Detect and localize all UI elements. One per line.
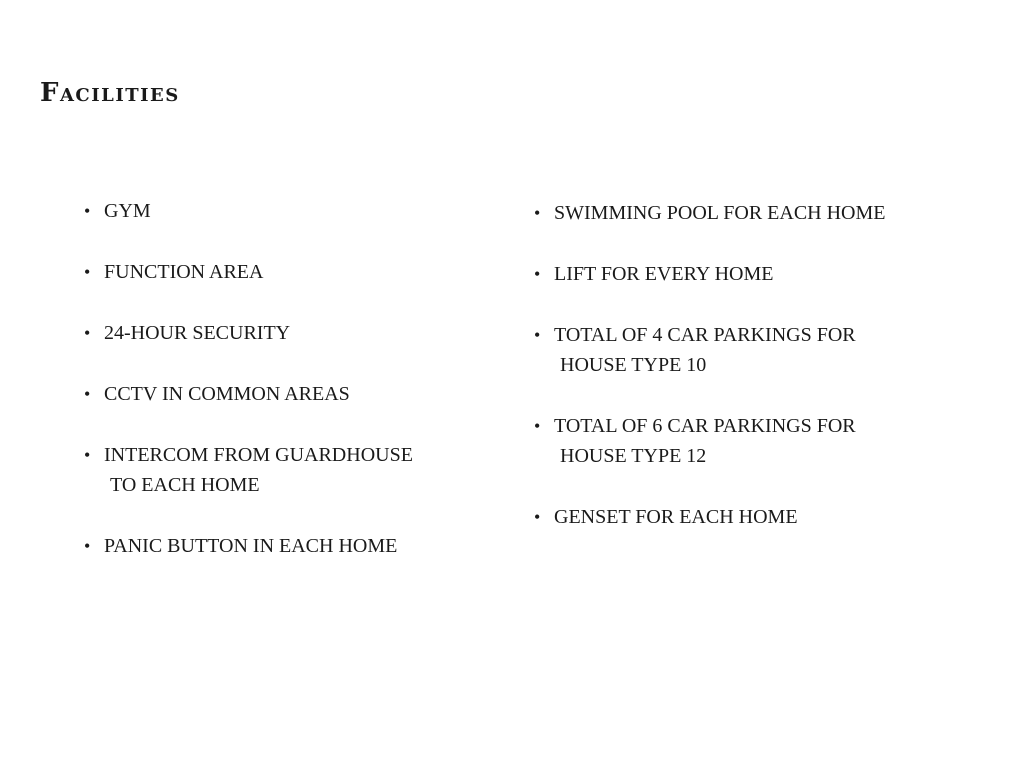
list-item-line: INTERCOM FROM GUARDHOUSE xyxy=(104,444,413,466)
list-item-parking-type-10 xyxy=(534,320,974,380)
list-item-text xyxy=(554,259,974,289)
list-item-panic-button xyxy=(84,531,484,561)
bullet-icon: • xyxy=(534,507,541,527)
bullet-icon: • xyxy=(84,384,91,404)
list-item-line: GENSET FOR EACH HOME xyxy=(554,506,798,528)
list-item-lift xyxy=(534,259,974,289)
bullet-icon: • xyxy=(534,264,541,284)
list-item-line: TOTAL OF 6 CAR PARKINGS FOR xyxy=(554,415,856,437)
list-item-intercom xyxy=(84,440,484,500)
list-item-line: CCTV IN COMMON AREAS xyxy=(104,383,350,405)
list-item-line: FUNCTION AREA xyxy=(104,261,264,283)
list-item-text xyxy=(554,502,974,532)
list-item-text xyxy=(554,198,974,228)
bullet-icon: • xyxy=(534,203,541,223)
list-item-text xyxy=(554,320,974,380)
list-item-text xyxy=(554,411,974,471)
bullet-icon: • xyxy=(534,325,541,345)
list-item-parking-type-12 xyxy=(534,411,974,471)
bullet-icon: • xyxy=(84,201,91,221)
bullet-icon: • xyxy=(84,445,91,465)
bullet-icon: • xyxy=(84,262,91,282)
facilities-list-right xyxy=(534,198,974,563)
list-item-security xyxy=(84,318,484,348)
bullet-icon: • xyxy=(84,323,91,343)
list-item-text xyxy=(104,440,484,500)
list-item-function-area xyxy=(84,257,484,287)
list-item-line: TOTAL OF 4 CAR PARKINGS FOR xyxy=(554,324,856,346)
list-item-text xyxy=(104,379,484,409)
list-item-line: SWIMMING POOL FOR EACH HOME xyxy=(554,202,886,224)
list-item-line: PANIC BUTTON IN EACH HOME xyxy=(104,535,398,557)
bullet-icon: • xyxy=(534,416,541,436)
list-item-text xyxy=(104,196,484,226)
facilities-list-left xyxy=(84,196,484,592)
list-item-swimming-pool xyxy=(534,198,974,228)
list-item-gym xyxy=(84,196,484,226)
list-item-cctv xyxy=(84,379,484,409)
list-item-genset xyxy=(534,502,974,532)
list-item-line: LIFT FOR EVERY HOME xyxy=(554,263,774,285)
bullet-icon: • xyxy=(84,536,91,556)
list-item-text xyxy=(104,531,484,561)
list-item-line-continued: HOUSE TYPE 12 xyxy=(560,445,707,467)
list-item-line: 24-HOUR SECURITY xyxy=(104,322,291,344)
list-item-text xyxy=(104,318,484,348)
list-item-line-continued: TO EACH HOME xyxy=(110,474,260,496)
list-item-line: GYM xyxy=(104,200,151,222)
slide-title: Facilities xyxy=(40,78,180,108)
list-item-line-continued: HOUSE TYPE 10 xyxy=(560,354,707,376)
list-item-text xyxy=(104,257,484,287)
